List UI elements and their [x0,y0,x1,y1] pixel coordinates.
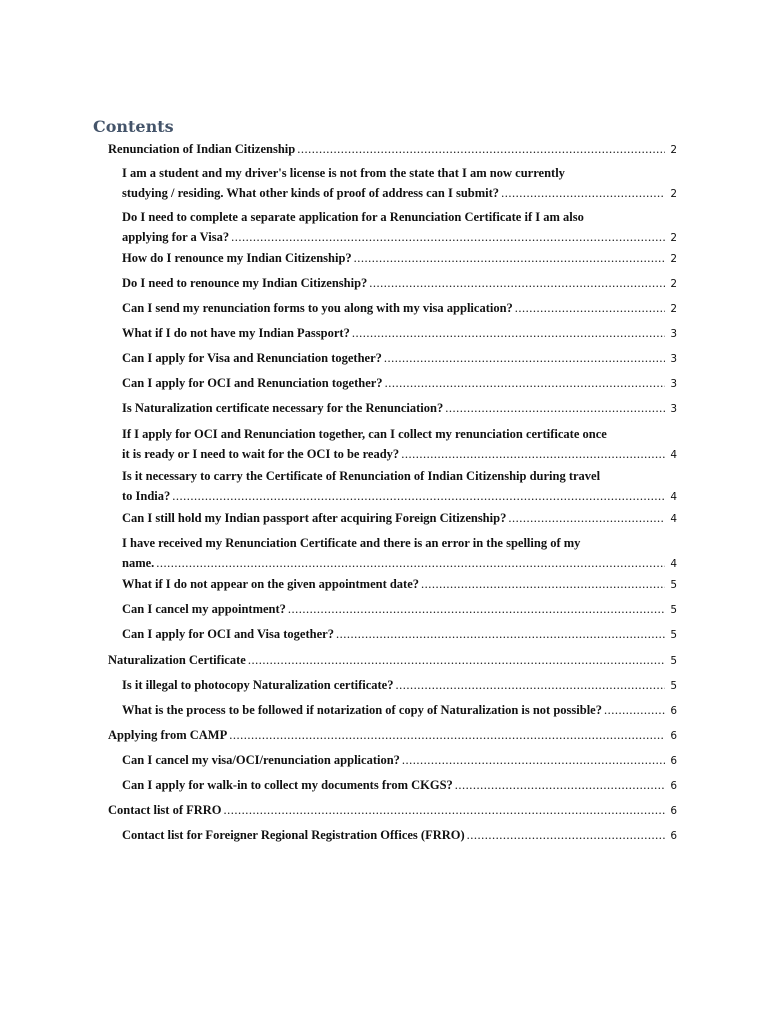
toc-entry-line [122,553,677,574]
toc-page-number: 5 [670,680,677,692]
toc-subsection-entry[interactable] [122,207,677,248]
toc-entry-text: What is the process to be followed if notarization of copy of Naturalization is not possible? [122,703,602,717]
toc-subsection-entry[interactable] [122,348,677,369]
toc-entry-line [122,508,677,529]
toc-entry-line [122,825,677,846]
dot-leader [401,444,665,464]
toc-entry-text: Can I apply for walk-in to collect my documents from CKGS? [122,778,453,792]
toc-entry-text: How do I renounce my Indian Citizenship? [122,251,352,265]
toc-entry-text: Naturalization Certificate [108,653,246,667]
toc-page-number: 5 [670,629,677,641]
toc-entry-line [122,323,677,344]
toc-entry-line [122,675,677,696]
toc-entry-text: it is ready or I need to wait for the OCI to be ready? [122,447,400,461]
toc-page-number: 5 [670,579,677,591]
toc-entry-text: What if I do not have my Indian Passport? [122,326,350,340]
toc-page-number: 4 [670,513,677,525]
toc-subsection-entry[interactable] [122,599,677,620]
toc-entry-text: applying for a Visa? [122,230,230,244]
toc-entry-text-line1: Is it necessary to carry the Certificate of Renunciation of Indian Citizenship during travel [122,469,601,483]
dot-leader [288,599,665,619]
toc-entry-line [122,398,677,419]
dot-leader [231,227,665,247]
toc-entry-text: Renunciation of Indian Citizenship [108,142,296,156]
toc-section-entry[interactable] [108,139,677,160]
toc-entry-line [122,444,677,465]
toc-subsection-entry[interactable] [122,533,677,574]
toc-entry-text: to India? [122,489,171,503]
dot-leader [336,624,665,644]
toc-page-number: 2 [670,144,677,156]
dot-leader [501,183,665,203]
dot-leader [508,508,665,528]
toc-page-number: 5 [670,604,677,616]
toc-subsection-entry[interactable] [122,574,677,595]
toc-section-entry[interactable] [108,800,677,821]
toc-entry-text: Contact list of FRRO [108,803,222,817]
toc-page-number: 4 [670,491,677,503]
toc-entry-line [122,486,677,507]
dot-leader [455,775,665,795]
toc-subsection-entry[interactable] [122,273,677,294]
dot-leader [395,675,665,695]
toc-page-number: 3 [670,353,677,365]
dot-leader [352,323,665,343]
toc-entry-line [122,599,677,620]
toc-entry-line [108,139,677,160]
dot-leader [604,700,665,720]
dot-leader [172,486,665,506]
toc-entry-text-line1: I am a student and my driver's license is not from the state that I am now currently [122,166,565,180]
toc-entry-text: Is Naturalization certificate necessary for the Renunciation? [122,401,444,415]
toc-page-number: 6 [670,830,677,842]
toc-page-number: 3 [670,378,677,390]
toc-entry-line [122,775,677,796]
toc-subsection-entry[interactable] [122,398,677,419]
dot-leader [297,139,665,159]
toc-entry-text: Can I apply for Visa and Renunciation together? [122,351,382,365]
toc-page-number: 6 [670,755,677,767]
toc-page-number: 2 [670,188,677,200]
dot-leader [385,373,665,393]
toc-section-entry[interactable] [108,650,677,671]
dot-leader [156,553,665,573]
toc-entry-line [122,348,677,369]
toc-subsection-entry[interactable] [122,298,677,319]
dot-leader [384,348,665,368]
toc-entry-text: Can I apply for OCI and Visa together? [122,627,334,641]
toc-entry-line [122,750,677,771]
toc-page-number: 6 [670,705,677,717]
toc-entry-text: Applying from CAMP [108,728,228,742]
toc-entry-text: Contact list for Foreigner Regional Registration Offices (FRRO) [122,828,465,842]
toc-page-number: 3 [670,328,677,340]
dot-leader [354,248,665,268]
toc-subsection-entry[interactable] [122,163,677,204]
toc-entry-text-line1: I have received my Renunciation Certificate and there is an error in the spelling of my [122,536,581,550]
toc-page-number: 4 [670,449,677,461]
toc-subsection-entry[interactable] [122,323,677,344]
dot-leader [402,750,665,770]
toc-page-number: 5 [670,655,677,667]
toc-subsection-entry[interactable] [122,675,677,696]
toc-subsection-entry[interactable] [122,248,677,269]
toc-entry-line [122,373,677,394]
toc-entry-text: Can I cancel my visa/OCI/renunciation application? [122,753,400,767]
toc-entry-text: studying / residing. What other kinds of proof of address can I submit? [122,186,500,200]
toc-entry-text-line1: If I apply for OCI and Renunciation together, can I collect my renunciation certificate once [122,427,607,441]
toc-entry-text: name. [122,556,155,570]
toc-subsection-entry[interactable] [122,700,677,721]
toc-entry-line [122,624,677,645]
toc-entry-text: Can I cancel my appointment? [122,602,286,616]
toc-page-number: 2 [670,278,677,290]
toc-entry-text: Can I still hold my Indian passport after acquiring Foreign Citizenship? [122,511,507,525]
toc-entry-line [122,574,677,595]
toc-entry-line [122,227,677,248]
toc-entry-text: Can I send my renunciation forms to you along with my visa application? [122,301,513,315]
dot-leader [229,725,665,745]
toc-entry-text: Do I need to renounce my Indian Citizenship? [122,276,368,290]
toc-heading: Contents [93,117,174,136]
dot-leader [369,273,665,293]
dot-leader [467,825,665,845]
dot-leader [224,800,665,820]
toc-page-number: 2 [670,253,677,265]
toc-page-number: 6 [670,780,677,792]
toc-entry-text: Is it illegal to photocopy Naturalization certificate? [122,678,394,692]
toc-page-number: 2 [670,303,677,315]
toc-page-number: 3 [670,403,677,415]
toc-entry-line [122,700,677,721]
toc-entry-line [122,183,677,204]
toc-page-number: 6 [670,805,677,817]
toc-subsection-entry[interactable] [122,373,677,394]
toc-subsection-entry[interactable] [122,424,677,465]
toc-subsection-entry[interactable] [122,750,677,771]
toc-entry-line [122,248,677,269]
toc-entry-text-line1: Do I need to complete a separate application for a Renunciation Certificate if I am also [122,210,584,224]
toc-section-entry[interactable] [108,725,677,746]
toc-entry-text: Can I apply for OCI and Renunciation together? [122,376,383,390]
dot-leader [445,398,665,418]
toc-page-number: 6 [670,730,677,742]
toc-subsection-entry[interactable] [122,775,677,796]
toc-entry-line [108,800,677,821]
toc-entry-line [108,725,677,746]
toc-subsection-entry[interactable] [122,466,677,507]
dot-leader [421,574,665,594]
toc-page-number: 4 [670,558,677,570]
toc-entry-text: What if I do not appear on the given appointment date? [122,577,420,591]
toc-subsection-entry[interactable] [122,825,677,846]
toc-subsection-entry[interactable] [122,508,677,529]
toc-entry-line [108,650,677,671]
toc-page-number: 2 [670,232,677,244]
toc-entry-line [122,298,677,319]
dot-leader [248,650,665,670]
toc-subsection-entry[interactable] [122,624,677,645]
toc-entry-line [122,273,677,294]
dot-leader [515,298,665,318]
